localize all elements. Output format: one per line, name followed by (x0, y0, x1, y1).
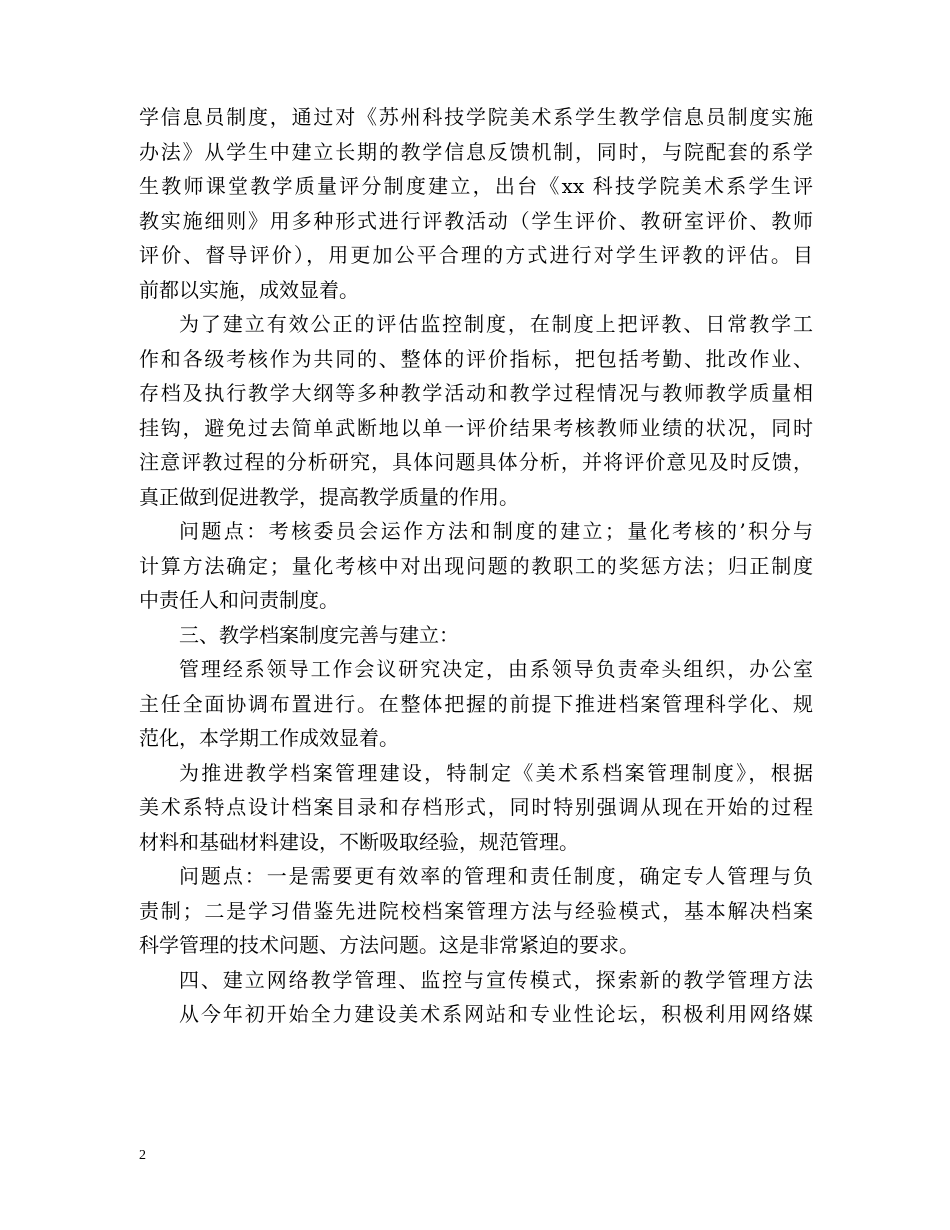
text-line: 为了建立有效公正的评估监控制度，在制度上把评教、日常教学工 (179, 312, 813, 336)
text-line: 美术系特点设计档案目录和存档形式，同时特别强调从现在开始的过程 (139, 795, 813, 819)
text-line: 管理经系领导工作会议研究决定，由系领导负责牵头组织，办公室 (179, 657, 813, 681)
text-line: 从今年初开始全力建设美术系网站和专业性论坛，积极利用网络媒 (179, 1002, 813, 1026)
text-line: 学信息员制度，通过对《苏州科技学院美术系学生教学信息员制度实施 (139, 105, 813, 129)
text-line: 材料和基础材料建设，不断吸取经验，规范管理。 (139, 829, 579, 854)
text-line: 存档及执行教学大纲等多种教学活动和教学过程情况与教师教学质量相 (139, 381, 813, 405)
text-line: 科学管理的技术问题、方法问题。这是非常紧迫的要求。 (139, 933, 639, 957)
text-line: 生教师课堂教学质量评分制度建立，出台《xx 科技学院美术系学生评 (139, 174, 813, 198)
text-line: 计算方法确定；量化考核中对出现问题的教职工的奖惩方法；归正制度 (139, 553, 813, 578)
text-line: 问题点：考核委员会运作方法和制度的建立；量化考核的’积分与 (179, 519, 813, 543)
text-line: 主任全面协调布置进行。在整体把握的前提下推进档案管理科学化、规 (139, 691, 813, 716)
text-line: 作和各级考核作为共同的、整体的评价指标，把包括考勤、批改作业、 (139, 346, 813, 371)
text-line: 前都以实施，成效显着。 (139, 277, 359, 302)
text-line: 为推进教学档案管理建设，特制定《美术系档案管理制度》，根据 (179, 760, 813, 785)
document-body (139, 100, 813, 1032)
text-line: 真正做到促进教学，提高教学质量的作用。 (139, 484, 519, 509)
text-line: 四、建立网络教学管理、监控与宣传模式，探索新的教学管理方法 (179, 967, 813, 992)
page-number: 2 (139, 1148, 146, 1163)
text-line: 问题点：一是需要更有效率的管理和责任制度，确定专人管理与负 (179, 864, 813, 888)
text-line: 挂钩，避免过去简单武断地以单一评价结果考核教师业绩的状况，同时 (139, 415, 813, 440)
text-line: 办法》从学生中建立长期的教学信息反馈机制，同时，与院配套的系学 (139, 139, 813, 164)
text-line: 注意评教过程的分析研究，具体问题具体分析，并将评价意见及时反馈， (139, 450, 813, 474)
text-line: 三、教学档案制度完善与建立： (179, 622, 459, 647)
text-line: 教实施细则》用多种形式进行评教活动（学生评价、教研室评价、教师 (139, 208, 813, 233)
text-line: 评价、督导评价），用更加公平合理的方式进行对学生评教的评估。目 (139, 243, 813, 267)
text-line: 责制；二是学习借鉴先进院校档案管理方法与经验模式，基本解决档案 (139, 898, 813, 923)
text-line: 范化，本学期工作成效显着。 (139, 726, 399, 750)
text-line: 中责任人和问责制度。 (139, 588, 339, 612)
